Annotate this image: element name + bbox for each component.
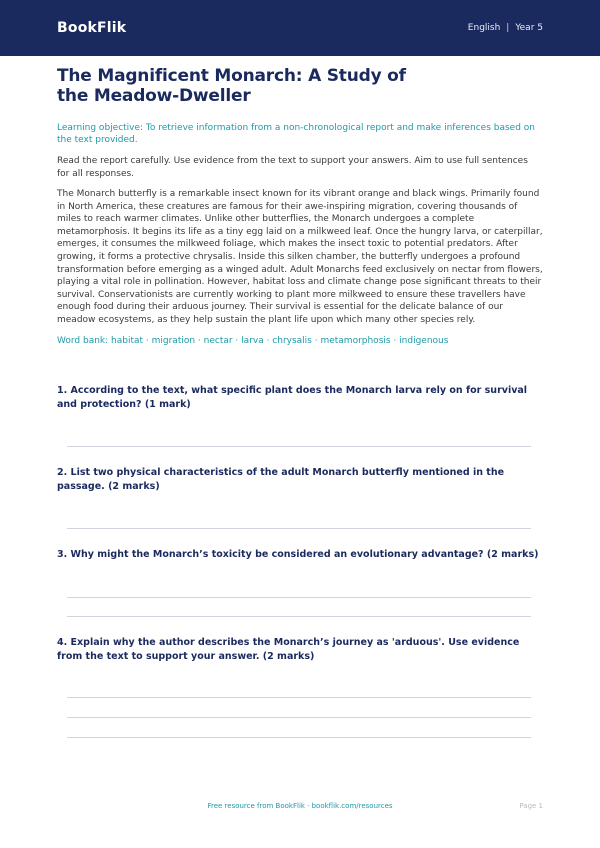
answer-line[interactable] [67,697,531,698]
answer-line[interactable] [67,616,531,617]
answer-line[interactable] [67,717,531,718]
page-title: The Magnificent Monarch: A Study of the Meadow-Dweller [57,66,406,106]
word-bank: Word bank: habitat · migration · nectar · larva · chrysalis · metamorphosis · indigenous [57,335,449,346]
answer-line[interactable] [67,597,531,598]
page-footer [0,802,600,814]
question-1: 1. According to the text, what specific plant does the Monarch larva rely on for survival and protection? (1 mark) [57,385,528,410]
answer-line[interactable] [67,528,531,529]
worksheet-content [57,66,543,347]
header-meta [468,23,543,33]
subject-label: English [467,23,501,33]
page-header [0,0,600,56]
answer-line[interactable] [67,446,531,447]
page-number: Page 1 [519,802,543,810]
answer-line[interactable] [67,737,531,738]
learning-objective: Learning objective: To retrieve information from a non-chronological report and make inferences based on the text provided. [57,123,535,145]
footer-resource-link[interactable]: Free resource from BookFlik · bookflik.com/resources [207,802,393,810]
brand-logo: BookFlik [57,20,127,36]
question-3: 3. Why might the Monarch’s toxicity be considered an evolutionary advantage? (2 marks) [57,549,539,560]
instructions: Read the report carefully. Use evidence from the text to support your answers. Aim to use full sentences for all responses. [57,156,528,179]
year-label: Year 5 [515,23,543,33]
question-4: 4. Explain why the author describes the Monarch’s journey as 'arduous'. Use evidence from the text to support your answer. (2 marks) [57,637,520,662]
question-2: 2. List two physical characteristics of the adult Monarch butterfly mentioned in the passage. (2 marks) [57,467,505,492]
reading-passage: The Monarch butterfly is a remarkable insect known for its vibrant orange and black wings. Primarily found in North America, these creatures are famous for their awe-inspiring migration, covering thousands of miles to reach warmer climates. Unlike other butterflies, the Monarch undergoes a complete metamorphosis. It begins its life as a tiny egg laid on a milkweed leaf. Once the hungry larva, or caterpillar, emerges, it consumes the milkweed foliage, which makes the insect toxic to potential predators. After growing, it forms a protective chrysalis. Inside this silken chamber, the butterfly undergoes a profound transformation before emerging as a winged adult. Adult Monarchs feed exclusively on nectar from flowers, playing a vital role in pollination. However, habitat loss and climate change pose significant threats to their survival. Conservationists are currently working to plant more milkweed to ensure these travellers have enough food during their arduous journey. Their survival is essential for the delicate balance of our meadow ecosystems, as they help sustain the plant life upon which many other species rely. [57,189,543,325]
header-separator: | [506,23,510,33]
